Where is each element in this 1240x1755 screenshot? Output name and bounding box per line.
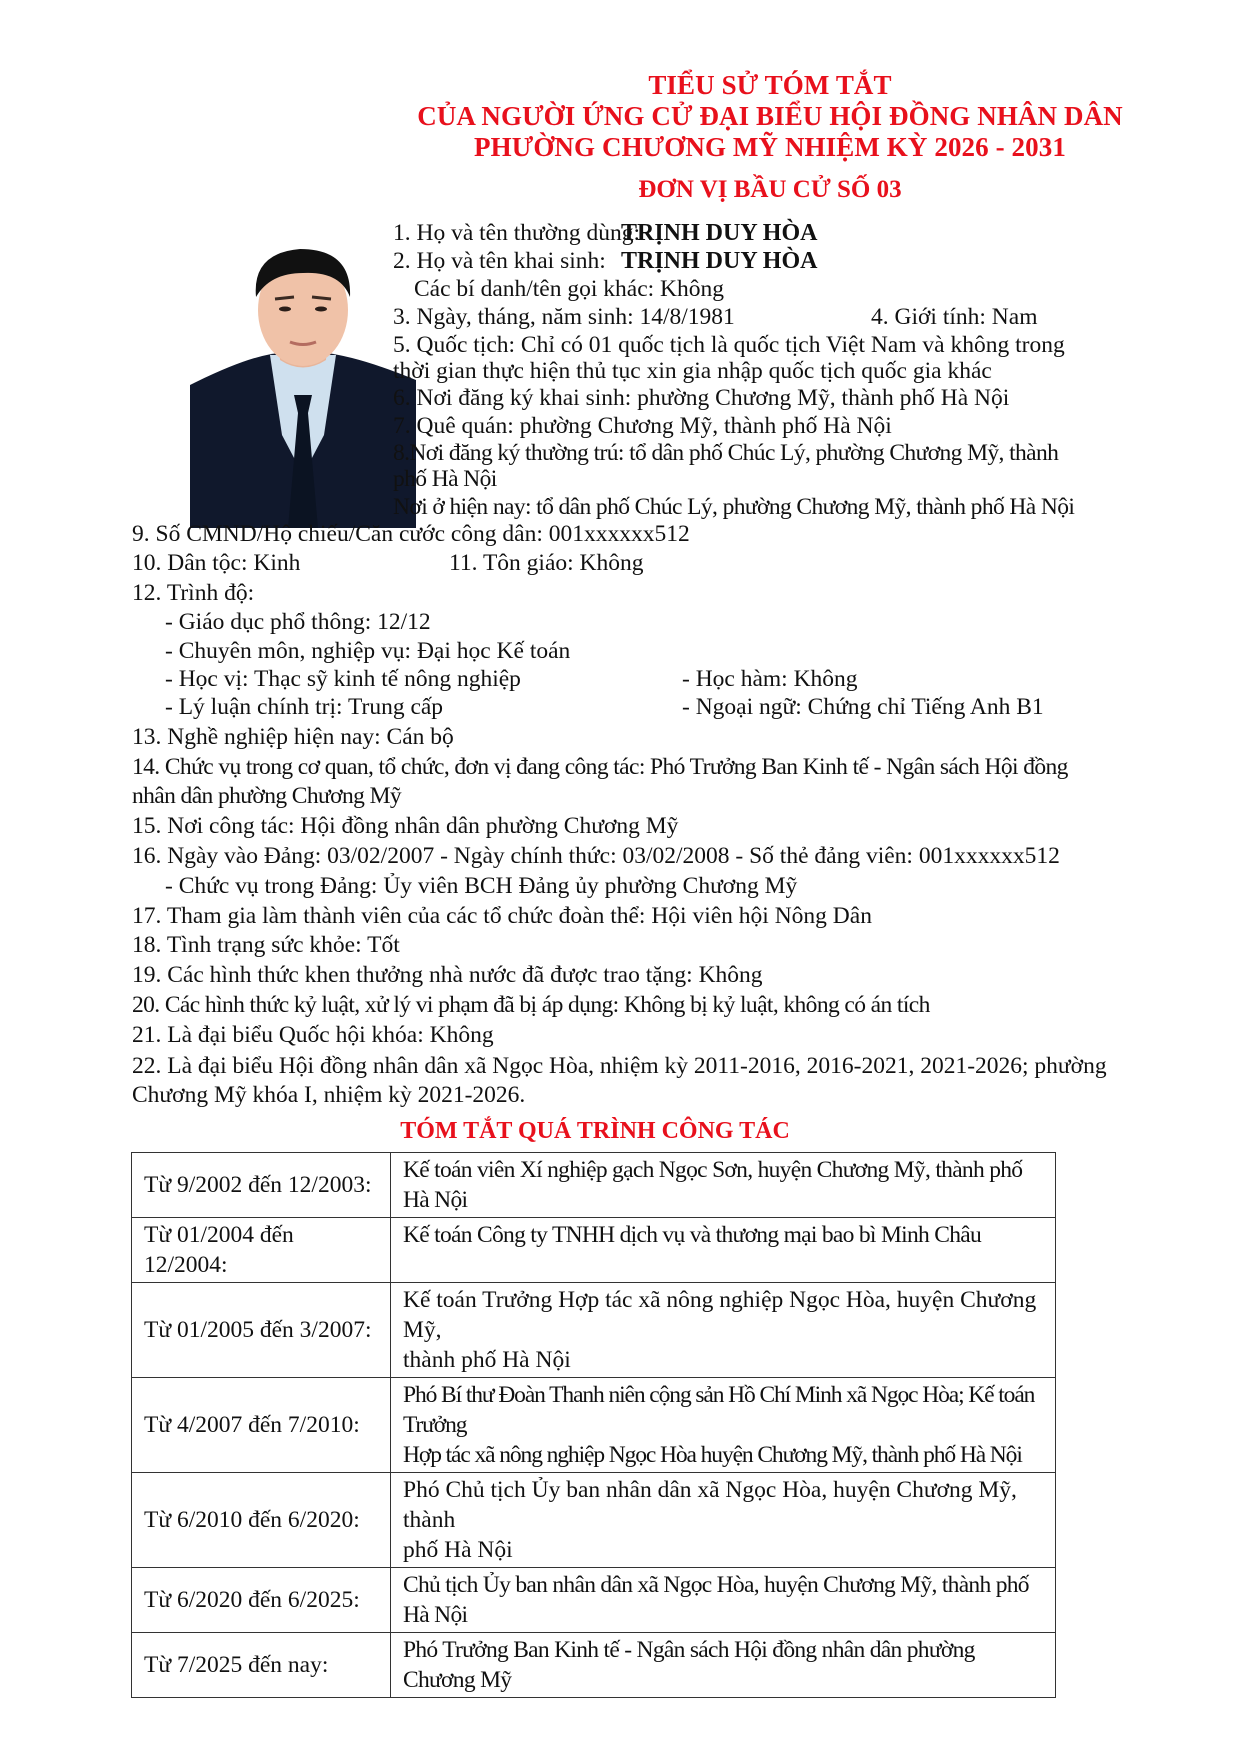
work-history-title: TÓM TẮT QUÁ TRÌNH CÔNG TÁC [400, 1118, 790, 1144]
period-cell: Từ 01/2005 đến 3/2007: [132, 1283, 391, 1378]
field-position-cont: nhân dân phường Chương Mỹ [132, 783, 402, 809]
field-academic-rank: - Học hàm: Không [682, 666, 858, 692]
description-cell [391, 1473, 1056, 1568]
field-nationality-cont: thời gian thực hiện thủ tục xin gia nhập quốc tịch quốc gia khác [393, 358, 992, 384]
description-line: Hợp tác xã nông nghiệp Ngọc Hòa huyện Chương Mỹ, thành phố Hà Nội [403, 1442, 1022, 1468]
field-gender: 4. Giới tính: Nam [871, 304, 1038, 330]
field-birth-name [393, 246, 606, 277]
field-council-history-cont: Chương Mỹ khóa I, nhiệm kỳ 2021-2026. [132, 1082, 526, 1108]
period-cell: Từ 4/2007 đến 7/2010: [132, 1378, 391, 1473]
field-label: 1. Họ và tên thường dùng: [393, 220, 641, 246]
period-line: 12/2004: [144, 1252, 228, 1278]
field-party-position: - Chức vụ trong Đảng: Ủy viên BCH Đảng ủy phường Chương Mỹ [165, 873, 798, 899]
field-hometown: 7. Quê quán: phường Chương Mỹ, thành phố Hà Nội [393, 413, 892, 439]
period-cell: Từ 6/2010 đến 6/2020: [132, 1473, 391, 1568]
period-cell [132, 1218, 391, 1283]
period-cell: Từ 9/2002 đến 12/2003: [132, 1153, 391, 1218]
table-row [132, 1473, 1056, 1568]
field-party-membership: 16. Ngày vào Đảng: 03/02/2007 - Ngày chính thức: 03/02/2008 - Số thẻ đảng viên: 001xxxxxx512 [132, 843, 1060, 869]
field-health: 18. Tình trạng sức khỏe: Tốt [132, 932, 400, 958]
period-cell: Từ 7/2025 đến nay: [132, 1633, 391, 1698]
field-academic-degree: - Học vị: Thạc sỹ kinh tế nông nghiệp [165, 666, 521, 692]
description-cell: Kế toán Công ty TNHH dịch vụ và thương mại bao bì Minh Châu [391, 1218, 1056, 1283]
document-title-line3: PHƯỜNG CHƯƠNG MỸ NHIỆM KỲ 2026 - 2031 [474, 132, 1066, 162]
description-line: Phó Chủ tịch Ủy ban nhân dân xã Ngọc Hòa, huyện Chương Mỹ, thành [403, 1477, 1017, 1533]
field-specialty: - Chuyên môn, nghiệp vụ: Đại học Kế toán [165, 638, 571, 664]
field-general-education: - Giáo dục phổ thông: 12/12 [165, 609, 431, 635]
field-education-heading: 12. Trình độ: [132, 580, 255, 606]
field-common-name [393, 218, 640, 249]
field-id-number: 9. Số CMND/Hộ chiếu/Căn cước công dân: 001xxxxxx512 [132, 521, 690, 547]
field-birth-registration: 6. Nơi đăng ký khai sinh: phường Chương Mỹ, thành phố Hà Nội [393, 385, 1010, 411]
field-alias: Các bí danh/tên gọi khác: Không [414, 276, 724, 302]
field-permanent-residence: 8.Nơi đăng ký thường trú: tổ dân phố Chúc Lý, phường Chương Mỹ, thành [393, 440, 1059, 466]
description-cell: Phó Trưởng Ban Kinh tế - Ngân sách Hội đồng nhân dân phường Chương Mỹ [391, 1633, 1056, 1698]
period-cell: Từ 6/2020 đến 6/2025: [132, 1568, 391, 1633]
table-row [132, 1568, 1056, 1633]
field-national-assembly: 21. Là đại biểu Quốc hội khóa: Không [132, 1022, 494, 1048]
description-line: phố Hà Nội [403, 1537, 513, 1563]
period-line: Từ 01/2004 đến [144, 1222, 294, 1248]
field-awards: 19. Các hình thức khen thưởng nhà nước đã được trao tặng: Không [132, 962, 763, 988]
portrait-image [190, 235, 416, 528]
field-discipline: 20. Các hình thức kỷ luật, xử lý vi phạm đã bị áp dụng: Không bị kỷ luật, không có án tích [132, 992, 930, 1018]
field-council-history: 22. Là đại biểu Hội đồng nhân dân xã Ngọc Hòa, nhiệm kỳ 2011-2016, 2016-2021, 2021-2026; phường [132, 1053, 1107, 1079]
table-row [132, 1378, 1056, 1473]
field-position: 14. Chức vụ trong cơ quan, tổ chức, đơn vị đang công tác: Phó Trưởng Ban Kinh tế - Ngân sách Hội đồng [132, 754, 1068, 780]
description-cell [391, 1283, 1056, 1378]
description-line: Phó Bí thư Đoàn Thanh niên cộng sản Hồ Chí Minh xã Ngọc Hòa; Kế toán Trưởng [403, 1382, 1035, 1438]
description-line: thành phố Hà Nội [403, 1347, 571, 1373]
electoral-unit: ĐƠN VỊ BẦU CỬ SỐ 03 [638, 176, 902, 203]
document-title-line2: CỦA NGƯỜI ỨNG CỬ ĐẠI BIỂU HỘI ĐỒNG NHÂN DÂN [417, 101, 1123, 131]
document-title: TIỂU SỬ TÓM TẮT [648, 70, 892, 100]
table-row [132, 1283, 1056, 1378]
field-workplace: 15. Nơi công tác: Hội đồng nhân dân phường Chương Mỹ [132, 813, 679, 839]
document-header [400, 70, 1140, 204]
field-current-residence: Nơi ở hiện nay: tổ dân phố Chúc Lý, phường Chương Mỹ, thành phố Hà Nội [393, 494, 1075, 520]
candidate-birth-name: TRỊNH DUY HÒA [621, 248, 818, 274]
table-row [132, 1218, 1056, 1283]
description-cell: Kế toán viên Xí nghiệp gạch Ngọc Sơn, huyện Chương Mỹ, thành phố Hà Nội [391, 1153, 1056, 1218]
candidate-photo [190, 235, 416, 528]
candidate-common-name: TRỊNH DUY HÒA [621, 220, 818, 246]
field-foreign-language: - Ngoại ngữ: Chứng chỉ Tiếng Anh B1 [682, 694, 1044, 720]
field-ethnicity: 10. Dân tộc: Kinh [132, 550, 301, 576]
field-date-of-birth: 3. Ngày, tháng, năm sinh: 14/8/1981 [393, 304, 735, 330]
field-occupation: 13. Nghề nghiệp hiện nay: Cán bộ [132, 724, 454, 750]
field-label: 2. Họ và tên khai sinh: [393, 248, 606, 274]
field-religion: 11. Tôn giáo: Không [449, 550, 644, 576]
field-organizations: 17. Tham gia làm thành viên của các tổ chức đoàn thể: Hội viên hội Nông Dân [132, 903, 872, 929]
field-nationality: 5. Quốc tịch: Chỉ có 01 quốc tịch là quốc tịch Việt Nam và không trong [393, 332, 1065, 358]
field-permanent-residence-cont: phố Hà Nội [393, 466, 497, 492]
description-line: Kế toán Trưởng Hợp tác xã nông nghiệp Ngọc Hòa, huyện Chương Mỹ, [403, 1287, 1037, 1343]
work-history-table [131, 1152, 1056, 1698]
table-row [132, 1153, 1056, 1218]
table-row [132, 1633, 1056, 1698]
field-political-theory: - Lý luận chính trị: Trung cấp [165, 694, 444, 720]
description-cell: Chủ tịch Ủy ban nhân dân xã Ngọc Hòa, huyện Chương Mỹ, thành phố Hà Nội [391, 1568, 1056, 1633]
description-cell [391, 1378, 1056, 1473]
